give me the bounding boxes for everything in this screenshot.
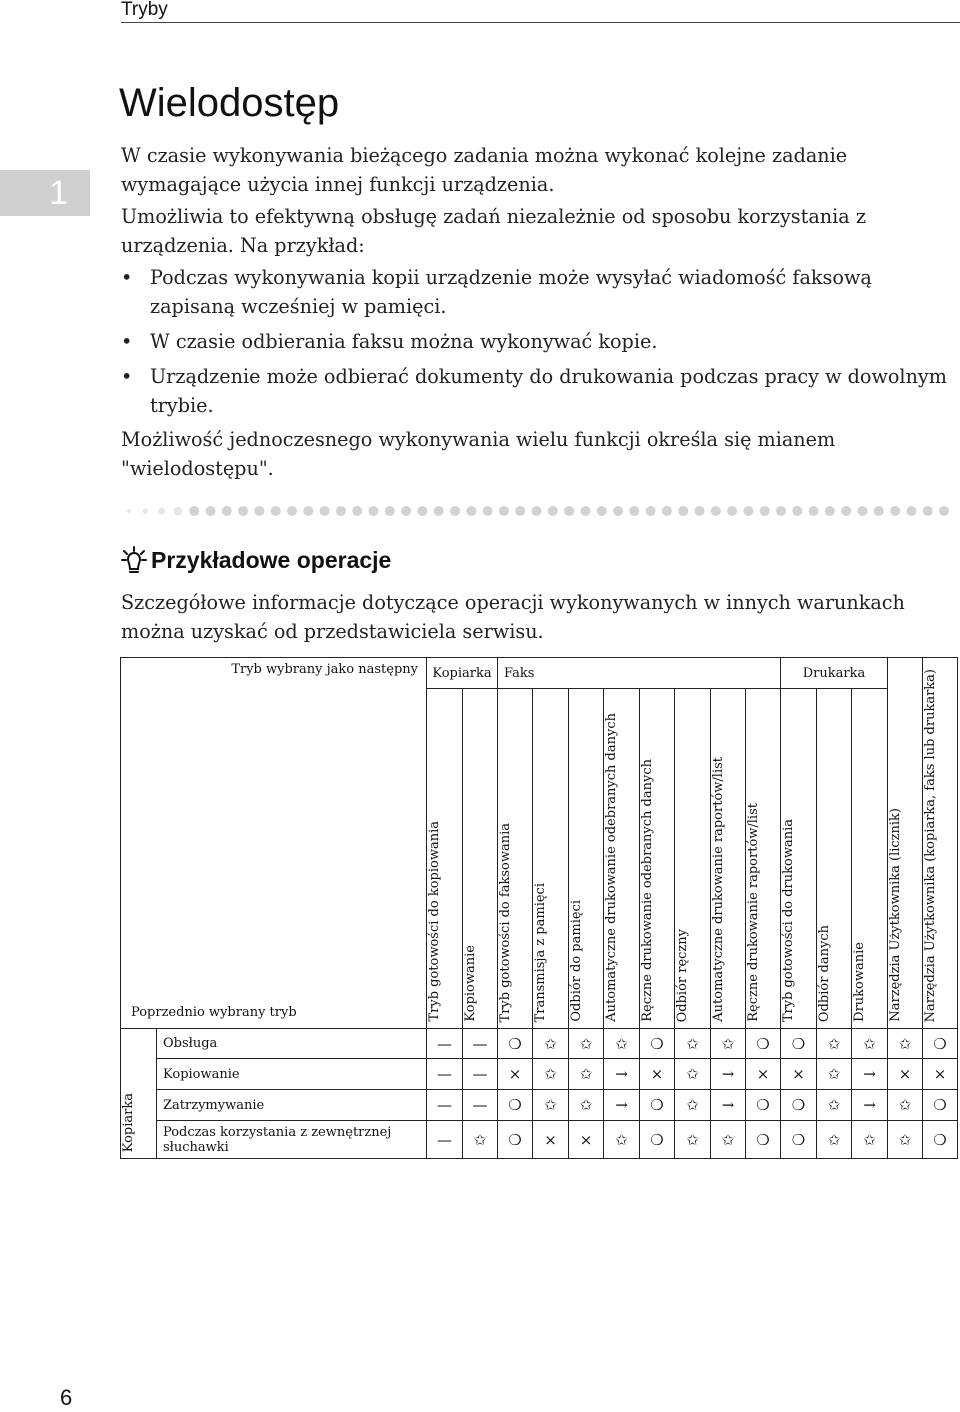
table-cell: ✩ (569, 1059, 604, 1090)
group-header-drukarka: Drukarka (781, 658, 888, 689)
list-item (121, 362, 951, 420)
divider-dot (320, 506, 330, 516)
divider-dot (874, 506, 884, 516)
header-rule (121, 22, 960, 23)
table-cell: ❍ (923, 1090, 958, 1121)
divider-dot (158, 507, 165, 514)
lightbulb-icon (121, 546, 147, 574)
definition-paragraph: Możliwość jednoczesnego wykonywania wielu funkcji określa się mianem "wielodostępu". (121, 428, 836, 480)
table-cell: ✩ (675, 1121, 711, 1159)
divider-dot (548, 506, 558, 516)
divider-dot (499, 506, 509, 516)
table-cell: ✩ (533, 1059, 569, 1090)
divider-dot (662, 506, 672, 516)
group-header-kopiarka: Kopiarka (427, 658, 498, 689)
table-body (121, 1029, 958, 1159)
divider-dot (825, 506, 835, 516)
table-cell: ❍ (923, 1121, 958, 1159)
row-label: Obsługa (157, 1029, 427, 1059)
table-cell: ✩ (675, 1090, 711, 1121)
column-header (640, 689, 675, 1029)
divider-dot (695, 506, 705, 516)
divider-dot (238, 506, 248, 516)
column-header-text: Odbiór danych (817, 924, 832, 1022)
divider-dot (678, 506, 688, 516)
row-group-header (121, 1029, 157, 1159)
column-header-text: Automatyczne drukowanie raportów/list (711, 757, 726, 1022)
divider-dot (127, 509, 131, 513)
intro-paragraph: W czasie wykonywania bieżącego zadania można wykonać kolejne zadanie wymagające użycia innej funkcji urządzenia. (121, 144, 848, 196)
divider-dot (564, 506, 574, 516)
row-label: Podczas korzystania z zewnętrznej słuchawki (157, 1121, 427, 1159)
table-cell: ❍ (498, 1029, 533, 1059)
table-cell: ✩ (888, 1029, 923, 1059)
column-header (498, 689, 533, 1029)
table-cell: ✩ (675, 1029, 711, 1059)
table-cell: — (427, 1029, 463, 1059)
list-item-text: W czasie odbierania faksu można wykonywać kopie. (150, 330, 658, 353)
table-cell: — (463, 1059, 498, 1090)
table-cell: → (711, 1059, 746, 1090)
table-cell: × (923, 1059, 958, 1090)
table-cell: ✩ (711, 1121, 746, 1159)
column-header-text: Odbiór ręczny (675, 928, 690, 1022)
table-cell: ✩ (569, 1029, 604, 1059)
table-cell: → (711, 1090, 746, 1121)
divider-dot (206, 506, 216, 516)
divider-dot (711, 506, 721, 516)
table-cell: ✩ (852, 1121, 888, 1159)
divider-dot (613, 506, 623, 516)
divider-dot (369, 506, 379, 516)
corner-header-cell (121, 658, 427, 1029)
table-cell: → (852, 1090, 888, 1121)
divider-dot (174, 507, 183, 516)
table-cell: — (463, 1090, 498, 1121)
next-mode-label: Tryb wybrany jako następny (231, 662, 418, 677)
table-cell: ❍ (640, 1121, 675, 1159)
table-cell: → (604, 1090, 640, 1121)
table-cell: ✩ (533, 1090, 569, 1121)
table-cell: ❍ (498, 1121, 533, 1159)
table-cell: ✩ (463, 1121, 498, 1159)
divider-dot (336, 506, 346, 516)
table-cell: ❍ (746, 1121, 781, 1159)
table-cell: ❍ (746, 1090, 781, 1121)
row-label: Zatrzymywanie (157, 1090, 427, 1121)
list-item (121, 263, 951, 321)
chapter-tab: 1 (0, 170, 90, 216)
column-header-text: Automatyczne drukowanie odebranych danych (604, 713, 619, 1022)
divider-dot (303, 506, 313, 516)
multi-access-table (120, 657, 958, 1159)
bullet-icon: • (121, 330, 133, 353)
column-header-text: Drukowanie (852, 942, 867, 1022)
table-cell: ✩ (533, 1029, 569, 1059)
divider-dot (792, 506, 802, 516)
column-header (427, 689, 463, 1029)
divider-dot (483, 506, 493, 516)
table-cell: — (427, 1121, 463, 1159)
column-header (675, 689, 711, 1029)
divider-dot (450, 506, 460, 516)
table-cell: ✩ (569, 1090, 604, 1121)
example-list (121, 263, 951, 426)
row-label: Kopiowanie (157, 1059, 427, 1090)
column-header (533, 689, 569, 1029)
table-cell: ❍ (640, 1090, 675, 1121)
list-item-text: Urządzenie może odbierać dokumenty do drukowania podczas pracy w dowolnym trybie. (150, 365, 947, 417)
column-header (781, 689, 817, 1029)
dotted-divider (121, 504, 960, 518)
table-cell: × (746, 1059, 781, 1090)
column-header (817, 689, 852, 1029)
column-header-text: Odbiór do pamięci (569, 900, 584, 1022)
table-cell: ✩ (604, 1121, 640, 1159)
table-cell: × (533, 1121, 569, 1159)
divider-dot (271, 506, 281, 516)
table-cell: ❍ (781, 1090, 817, 1121)
table-cell: ✩ (852, 1029, 888, 1059)
table-cell: ✩ (817, 1090, 852, 1121)
table-cell: — (427, 1059, 463, 1090)
divider-dot (401, 506, 411, 516)
column-header (569, 689, 604, 1029)
table-cell: ❍ (498, 1090, 533, 1121)
column-header (463, 689, 498, 1029)
divider-dot (515, 506, 525, 516)
table-cell: — (463, 1029, 498, 1059)
table-cell: ❍ (640, 1029, 675, 1059)
column-header-text: Ręczne drukowanie odebranych danych (640, 759, 655, 1022)
page-title: Wielodostęp (119, 80, 340, 125)
table-row (121, 1029, 958, 1059)
divider-dot (923, 506, 933, 516)
group-header-faks: Faks (498, 658, 781, 689)
previous-mode-label: Poprzednio wybrany tryb (131, 1005, 297, 1020)
column-header-text: Ręczne drukowanie raportów/list (746, 803, 761, 1022)
column-header-text: Tryb gotowości do drukowania (781, 818, 796, 1022)
divider-dot (646, 506, 656, 516)
section-heading-text: Przykładowe operacje (151, 546, 392, 573)
divider-dot (385, 506, 395, 516)
table-row (121, 1059, 958, 1090)
divider-dot (287, 506, 297, 516)
column-header-text: Transmisja z pamięci (533, 882, 548, 1022)
column-header-text: Narzędzia Użytkownika (kopiarka, faks lub drukarka) (923, 668, 938, 1022)
divider-dot (939, 506, 949, 516)
column-header (852, 689, 888, 1029)
divider-dot (417, 506, 427, 516)
column-header (711, 689, 746, 1029)
column-header-text: Narzędzia Użytkownika (licznik) (888, 808, 903, 1022)
column-header-text: Tryb gotowości do kopiowania (427, 821, 442, 1022)
table-row (121, 1121, 958, 1159)
running-header: Tryby (121, 0, 168, 20)
table-cell: × (888, 1059, 923, 1090)
table-cell: × (781, 1059, 817, 1090)
table-cell: ✩ (888, 1121, 923, 1159)
divider-dot (743, 506, 753, 516)
divider-dot (841, 506, 851, 516)
page-number: 6 (60, 1385, 73, 1410)
table-cell: ✩ (604, 1029, 640, 1059)
table-cell: ✩ (817, 1121, 852, 1159)
divider-dot (629, 506, 639, 516)
row-group-label: Kopiarka (121, 1092, 136, 1152)
divider-dot (727, 506, 737, 516)
table-row (121, 1090, 958, 1121)
list-item-text: Podczas wykonywania kopii urządzenie może wysyłać wiadomość faksową zapisaną wcześniej w pamięci. (150, 266, 872, 318)
divider-dot (189, 506, 199, 516)
bullet-icon: • (121, 365, 133, 388)
column-header (923, 658, 958, 1029)
divider-dot (858, 506, 868, 516)
column-header-text: Kopiowanie (463, 945, 478, 1022)
divider-dot (580, 506, 590, 516)
column-header-text: Tryb gotowości do faksowania (498, 822, 513, 1022)
divider-dot (776, 506, 786, 516)
divider-dot (532, 506, 542, 516)
divider-dot (254, 506, 264, 516)
table-cell: ❍ (746, 1029, 781, 1059)
example-intro-paragraph: Umożliwia to efektywną obsługę zadań niezależnie od sposobu korzystania z urządzenia. Na przykład: (121, 205, 866, 257)
table-cell: ✩ (817, 1059, 852, 1090)
column-header (888, 658, 923, 1029)
divider-dot (352, 506, 362, 516)
table-cell: × (640, 1059, 675, 1090)
section-heading (121, 546, 391, 574)
column-header (746, 689, 781, 1029)
table-cell: ❍ (781, 1029, 817, 1059)
divider-dot (890, 506, 900, 516)
table-cell: ✩ (817, 1029, 852, 1059)
table-cell: → (604, 1059, 640, 1090)
divider-dot (760, 506, 770, 516)
table-cell: — (427, 1090, 463, 1121)
divider-dot (143, 508, 149, 514)
table-cell: → (852, 1059, 888, 1090)
divider-dot (906, 506, 916, 516)
bullet-icon: • (121, 266, 133, 289)
divider-dot (222, 506, 232, 516)
column-header (604, 689, 640, 1029)
table-cell: × (569, 1121, 604, 1159)
table-cell: ✩ (711, 1029, 746, 1059)
divider-dot (809, 506, 819, 516)
divider-dot (434, 506, 444, 516)
table-cell: ✩ (675, 1059, 711, 1090)
service-note-paragraph: Szczegółowe informacje dotyczące operacji wykonywanych w innych warunkach można uzyskać od przedstawiciela serwisu. (121, 591, 905, 643)
table-cell: × (498, 1059, 533, 1090)
list-item (121, 327, 951, 356)
divider-dot (597, 506, 607, 516)
table-cell: ❍ (781, 1121, 817, 1159)
table-cell: ❍ (923, 1029, 958, 1059)
table-cell: ✩ (888, 1090, 923, 1121)
divider-dot (466, 506, 476, 516)
